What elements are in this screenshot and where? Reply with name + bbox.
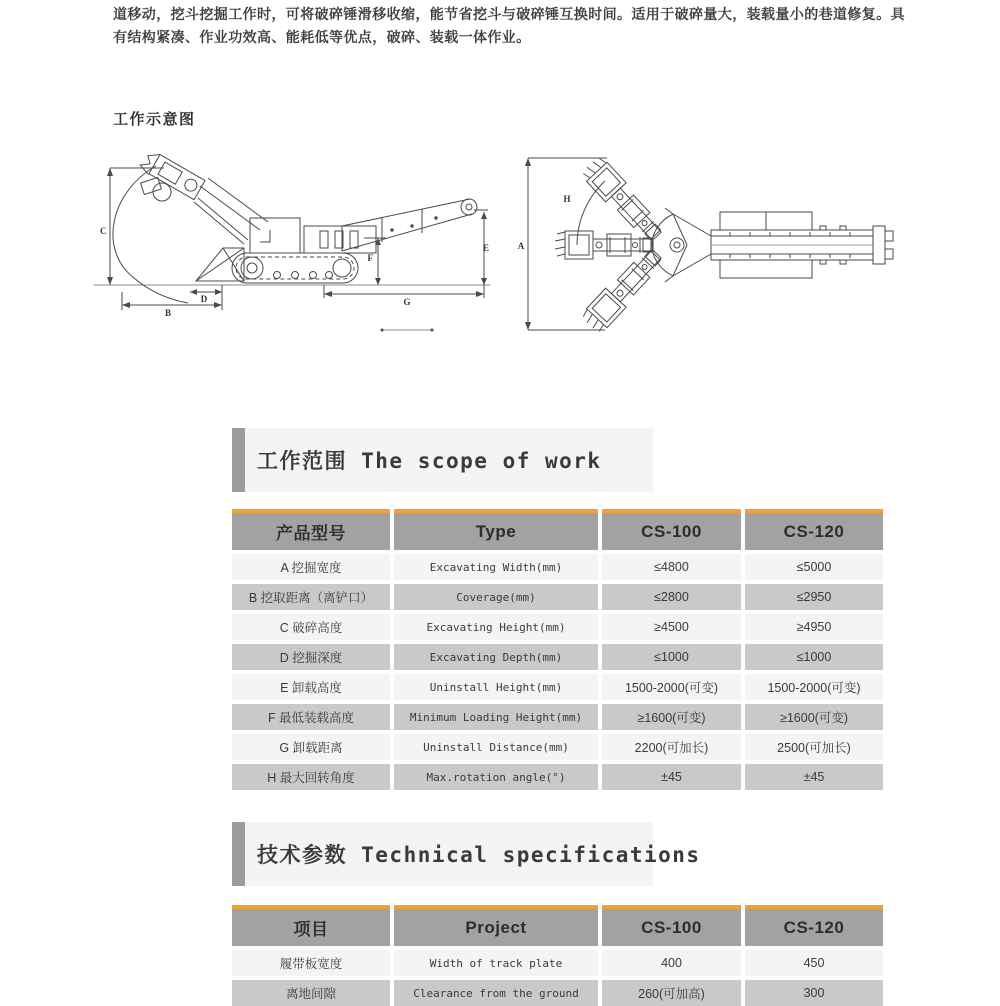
scope-section-accent-bar [232, 428, 245, 492]
table-cell: 2500(可加长) [745, 734, 883, 760]
table-cell: Minimum Loading Height(mm) [394, 704, 598, 730]
table-cell: Excavating Height(mm) [394, 614, 598, 640]
scope-table [232, 509, 883, 790]
table-cell: Coverage(mm) [394, 584, 598, 610]
tech-col-header-project-zh: 项目 [232, 905, 390, 946]
table-cell: ≥1600(可变) [602, 704, 741, 730]
scope-section-header [232, 428, 653, 492]
table-cell: Clearance from the ground [394, 980, 598, 1006]
scope-col-header-type: Type [394, 509, 598, 550]
scope-col-header-cs100: CS-100 [602, 509, 741, 550]
table-cell: 1500-2000(可变) [602, 674, 741, 700]
table-cell: Excavating Depth(mm) [394, 644, 598, 670]
table-cell: D 挖掘深度 [232, 644, 390, 670]
cab [250, 218, 300, 253]
table-cell: 260(可加高) [602, 980, 741, 1006]
table-cell: Uninstall Distance(mm) [394, 734, 598, 760]
conveyor [342, 199, 470, 226]
tech-section-accent-bar [232, 822, 245, 886]
scope-col-header-model: 产品型号 [232, 509, 390, 550]
table-cell: Width of track plate [394, 950, 598, 976]
table-cell: ≤2950 [745, 584, 883, 610]
table-cell: Excavating Width(mm) [394, 554, 598, 580]
schematic-title: 工作示意图 [113, 111, 196, 128]
dim-label-E: E [482, 243, 490, 253]
scope-col-header-cs120: CS-120 [745, 509, 883, 550]
top-view-drawing [515, 148, 895, 348]
dim-label-A: A [517, 241, 525, 251]
table-cell: ≤1000 [745, 644, 883, 670]
table-cell: Max.rotation angle(°) [394, 764, 598, 790]
table-cell: ≤4800 [602, 554, 741, 580]
dim-label-F: F [367, 253, 373, 263]
tech-table [232, 905, 883, 1006]
table-cell: ≥1600(可变) [745, 704, 883, 730]
table-cell: 400 [602, 950, 741, 976]
top-view-diagram [515, 148, 895, 348]
tech-section-title: 技术参数 Technical specifications [257, 843, 701, 867]
tech-col-header-project-en: Project [394, 905, 598, 946]
arm-center [555, 231, 653, 259]
work-envelope-arc [113, 166, 188, 303]
dim-label-C: C [100, 226, 107, 236]
intro-text-line2: 有结构紧凑、作业功效高、能耗低等优点，破碎、装载一体作业。 [113, 29, 531, 45]
table-cell: 履带板宽度 [232, 950, 390, 976]
table-cell: B 挖取距离（离铲口） [232, 584, 390, 610]
table-cell: F 最低装载高度 [232, 704, 390, 730]
tech-col-header-cs120: CS-120 [745, 905, 883, 946]
table-cell: A 挖掘宽度 [232, 554, 390, 580]
table-cell: 离地间隙 [232, 980, 390, 1006]
dim-label-H: H [563, 194, 571, 204]
table-cell: ±45 [745, 764, 883, 790]
dim-label-G: G [403, 297, 411, 307]
tech-section-header [232, 822, 701, 886]
table-cell: Uninstall Height(mm) [394, 674, 598, 700]
table-cell: 300 [745, 980, 883, 1006]
table-cell: 2200(可加长) [602, 734, 741, 760]
table-cell: ≥4500 [602, 614, 741, 640]
table-cell: ≥4950 [745, 614, 883, 640]
table-cell: C 破碎高度 [232, 614, 390, 640]
table-cell: G 卸载距离 [232, 734, 390, 760]
table-cell: 1500-2000(可变) [745, 674, 883, 700]
table-cell: ±45 [602, 764, 741, 790]
side-view-diagram [92, 152, 492, 337]
table-cell: ≤5000 [745, 554, 883, 580]
dim-label-B: B [164, 308, 172, 318]
table-cell: E 卸载高度 [232, 674, 390, 700]
dim-label-D: D [200, 294, 208, 304]
engine-deck [304, 226, 376, 253]
table-cell: 450 [745, 950, 883, 976]
table-cell: ≤2800 [602, 584, 741, 610]
intro-text-line1: 道移动，挖斗挖掘工作时，可将破碎锤滑移收缩，能节省挖斗与破碎锤互换时间。适用于破碎量大，装载量小的巷道修复。具 [113, 6, 905, 22]
table-cell: H 最大回转角度 [232, 764, 390, 790]
tech-col-header-cs100: CS-100 [602, 905, 741, 946]
scope-section-title: 工作范围 The scope of work [257, 449, 602, 473]
side-view-drawing [92, 152, 492, 337]
table-cell: ≤1000 [602, 644, 741, 670]
